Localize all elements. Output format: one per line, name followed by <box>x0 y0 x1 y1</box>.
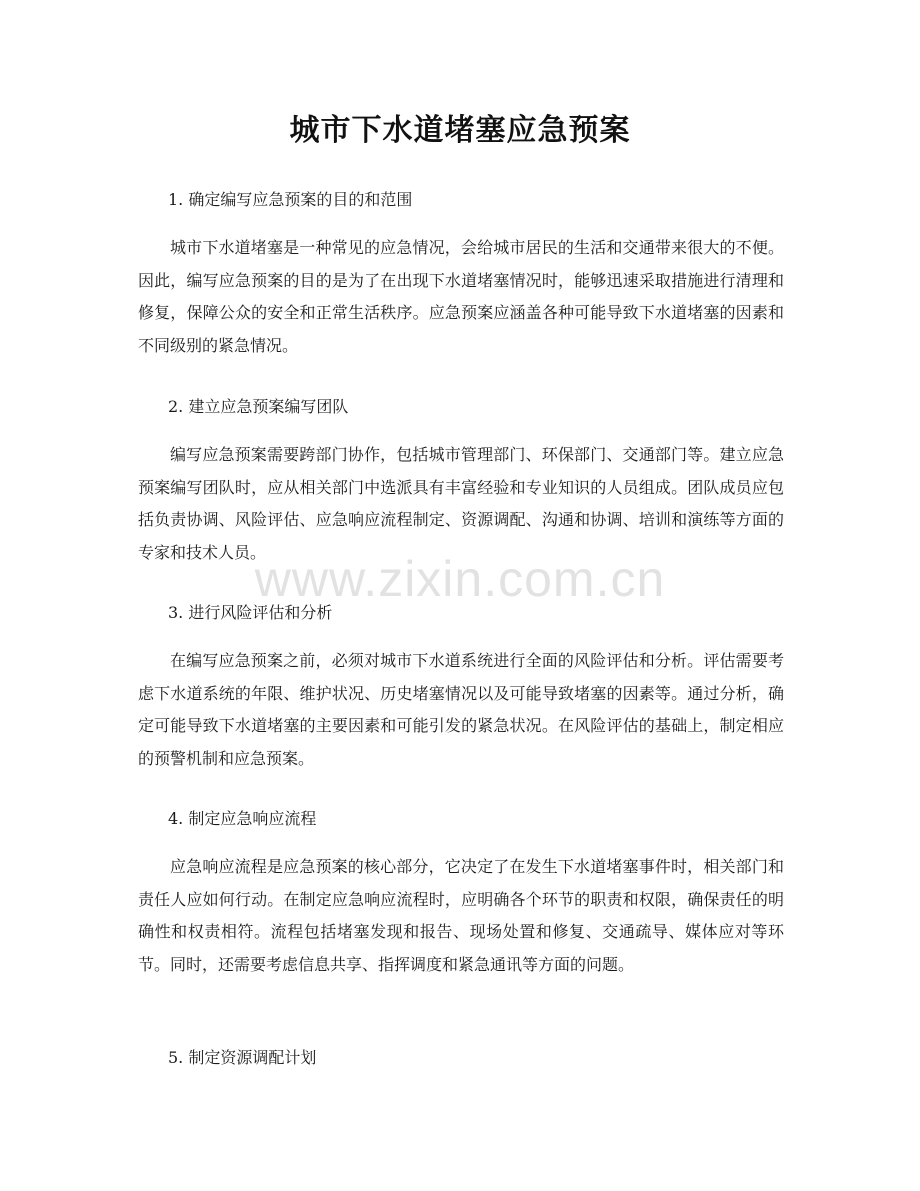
section-heading-3: 3. 进行风险评估和分析 <box>168 603 333 622</box>
section-body-3: 在编写应急预案之前，必须对城市下水道系统进行全面的风险评估和分析。评估需要考虑下水道系统的年限、维护状况、历史堵塞情况以及可能导致堵塞的因素等。通过分析，确定可能导致下水道堵塞的主要因素和可能引发的紧急状况。在风险评估的基础上，制定相应的预警机制和应急预案。 <box>138 651 784 768</box>
section-body-4: 应急响应流程是应急预案的核心部分，它决定了在发生下水道堵塞事件时，相关部门和责任人应如何行动。在制定应急响应流程时，应明确各个环节的职责和权限，确保责任的明确性和权责相符。流程包括堵塞发现和报告、现场处置和修复、交通疏导、媒体应对等环节。同时，还需要考虑信息共享、指挥调度和紧急通讯等方面的问题。 <box>138 857 784 974</box>
section-heading-1: 1. 确定编写应急预案的目的和范围 <box>168 190 413 209</box>
section-body-2: 编写应急预案需要跨部门协作，包括城市管理部门、环保部门、交通部门等。建立应急预案编写团队时，应从相关部门中选派具有丰富经验和专业知识的人员组成。团队成员应包括负责协调、风险评估、应急响应流程制定、资源调配、沟通和协调、培训和演练等方面的专家和技术人员。 <box>138 445 784 562</box>
section-heading-5: 5. 制定资源调配计划 <box>168 1048 317 1067</box>
section-heading-2: 2. 建立应急预案编写团队 <box>168 397 349 416</box>
document-title: 城市下水道堵塞应急预案 <box>289 113 631 148</box>
section-body-1: 城市下水道堵塞是一种常见的应急情况，会给城市居民的生活和交通带来很大的不便。因此，编写应急预案的目的是为了在出现下水道堵塞情况时，能够迅速采取措施进行清理和修复，保障公众的安全和正常生活秩序。应急预案应涵盖各种可能导致下水道堵塞的因素和不同级别的紧急情况。 <box>138 238 784 355</box>
watermark: www.zixin.com.cn <box>254 551 666 607</box>
section-heading-4: 4. 制定应急响应流程 <box>168 809 317 828</box>
